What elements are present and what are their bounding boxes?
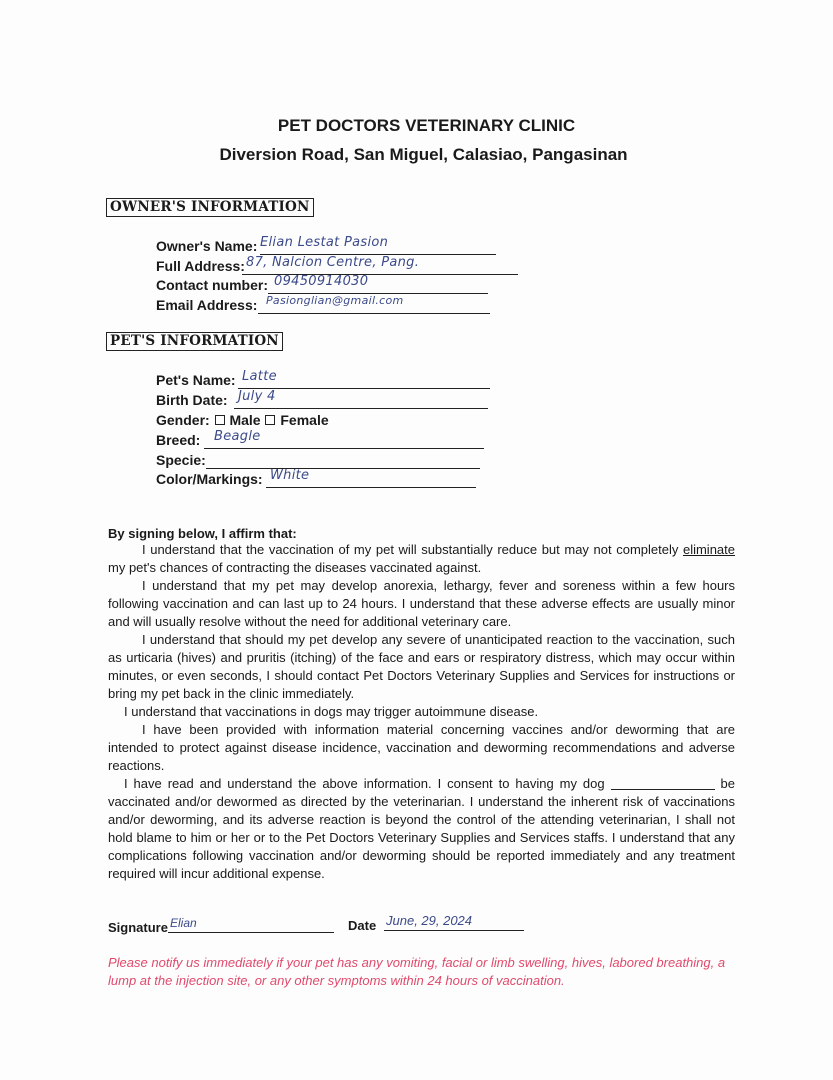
affirmation-paragraph-4: I understand that vaccinations in dogs may trigger autoimmune disease.	[124, 704, 539, 719]
affirmation-paragraph-3: I understand that should my pet develop any severe of unanticipated reaction to the vaccination, such as urticaria (hives) and pruritis (itching) of the face and ears or respiratory distress, which may occur within minutes, or even seconds, I should contact Pet Doctors Veterinary Supplies and Services for instructions or bring my pet back in the clinic immediately.	[108, 632, 735, 701]
birth-date-line	[234, 408, 488, 409]
email-value: Pasionglian@gmail.com	[266, 294, 404, 307]
signature-label: Signature	[108, 920, 168, 935]
date-line[interactable]	[384, 930, 524, 931]
form-header	[0, 116, 833, 165]
pet-name-label: Pet's Name:	[156, 372, 236, 388]
color-markings-label: Color/Markings:	[156, 471, 263, 487]
affirmation-paragraph-2: I understand that my pet may develop anorexia, lethargy, fever and soreness within a few hours following vaccination and can last up to 24 hours. I understand that these adverse effects are usually minor and will usually resolve without the need for additional veterinary care.	[108, 578, 735, 629]
signature-row	[108, 913, 728, 936]
clinic-address: Diversion Road, San Miguel, Calasiao, Pangasinan	[219, 145, 628, 164]
date-label: Date	[348, 918, 377, 933]
color-markings-value: White	[270, 468, 310, 483]
signature-value: Elian	[170, 916, 197, 930]
gender-label: Gender:	[156, 412, 210, 428]
specie-line	[206, 468, 480, 469]
birth-date-label: Birth Date:	[156, 392, 228, 408]
breed-line	[204, 448, 484, 449]
male-checkbox[interactable]	[215, 415, 225, 425]
pet-section-title: PET'S INFORMATION	[106, 332, 283, 351]
affirmation-paragraph-5: I have been provided with information material concerning vaccines and/or deworming that are intended to protect against disease incidence, vaccination and deworming recommendations and adverse reactions.	[108, 722, 735, 773]
full-address-label: Full Address:	[156, 258, 245, 274]
owner-name-label: Owner's Name:	[156, 238, 258, 254]
male-label: Male	[229, 412, 261, 428]
female-checkbox[interactable]	[265, 415, 275, 425]
date-value: June, 29, 2024	[386, 913, 473, 928]
underlined-eliminate: eliminate	[682, 542, 735, 557]
email-line	[258, 313, 490, 314]
notice-text: Please notify us immediately if your pet has any vomiting, facial or limb swelling, hives, labored breathing, a lump at the injection site, or any other symptoms within 24 hours of vaccination.	[108, 955, 726, 988]
color-markings-line	[266, 487, 476, 488]
owner-section-title: OWNER'S INFORMATION	[106, 198, 314, 217]
female-label: Female	[280, 412, 329, 428]
specie-label: Specie:	[156, 452, 206, 468]
dog-name-blank[interactable]	[611, 777, 715, 790]
affirmation-body	[108, 541, 735, 883]
affirmation-paragraph-6: I have read and understand the above information. I consent to having my dog be vaccinated and/or dewormed as directed by the veterinarian. I understand the inherent risk of vaccinations and/or deworming, and its adverse reaction is beyond the control of the attending veterinarian, I shall not hold blame to him or her or to the Pet Doctors Veterinary Supplies and Services staffs. I understand that any complications following vaccination and/or deworming should be reported immediately and any treatment required will incur additional expense.	[108, 776, 735, 881]
affirmation-heading: By signing below, I affirm that:	[108, 526, 297, 541]
affirmation-paragraph-1: I understand that the vaccination of my pet will substantially reduce but may not completely eliminate my pet's chances of contracting the diseases vaccinated against.	[108, 542, 735, 575]
email-label: Email Address:	[156, 297, 258, 313]
contact-number-value: 09450914030	[274, 274, 369, 289]
pet-name-value: Latte	[242, 369, 277, 384]
full-address-value: 87, Nalcion Centre, Pang.	[246, 255, 420, 270]
clinic-name: PET DOCTORS VETERINARY CLINIC	[277, 116, 576, 135]
breed-value: Beagle	[214, 429, 261, 444]
owner-name-value: Elian Lestat Pasion	[260, 235, 389, 250]
signature-line[interactable]	[168, 932, 334, 933]
breed-label: Breed:	[156, 432, 201, 448]
contact-number-label: Contact number:	[156, 277, 268, 293]
birth-date-value: July 4	[238, 389, 276, 404]
